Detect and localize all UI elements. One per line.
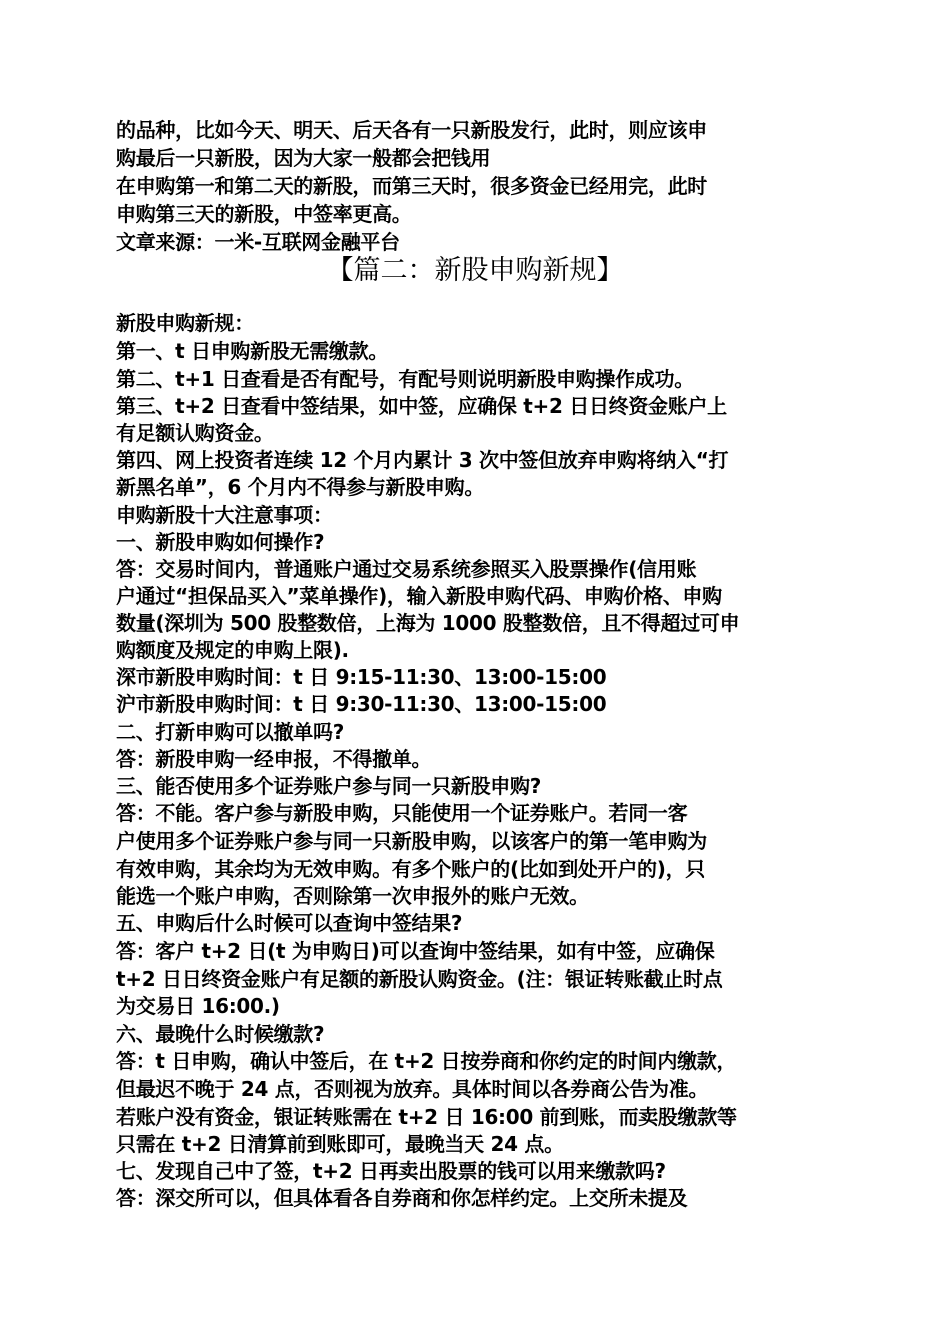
answer-line: 答：交易时间内，普通账户通过交易系统参照买入股票操作(信用账: [116, 557, 697, 581]
answer-line: 若账户没有资金，银证转账需在 t+2 日 16:00 前到账，而卖股缴款等: [116, 1105, 737, 1129]
time-line: 沪市新股申购时间：t 日 9:30-11:30、13:00-15:00: [116, 692, 607, 716]
answer-line: 答：客户 t+2 日(t 为申购日)可以查询中签结果，如有中签，应确保: [116, 939, 715, 963]
rule-item: 第一、t 日申购新股无需缴款。: [116, 339, 389, 363]
subheading: 新股申购新规：: [116, 311, 254, 335]
answer-line: 答：新股申购一经申报，不得撤单。: [116, 747, 432, 771]
answer-line: 数量(深圳为 500 股整数倍，上海为 1000 股整数倍，且不得超过可申: [116, 611, 740, 635]
question: 二、打新申购可以撤单吗?: [116, 720, 345, 744]
section-heading: 【篇二：新股申购新规】: [326, 255, 624, 286]
answer-line: 答：t 日申购，确认中签后，在 t+2 日按券商和你约定的时间内缴款，: [116, 1049, 737, 1073]
question: 五、申购后什么时候可以查询中签结果?: [116, 911, 463, 935]
text-line: 申购第三天的新股，中签率更高。: [116, 202, 412, 226]
answer-line: 有效申购，其余均为无效申购。有多个账户的(比如到处开户的)，只: [116, 857, 705, 881]
source-line: 文章来源：一米-互联网金融平台: [116, 230, 400, 254]
answer-line: 户使用多个证券账户参与同一只新股申购，以该客户的第一笔申购为: [116, 829, 707, 853]
question: 六、最晚什么时候缴款?: [116, 1022, 325, 1046]
text-line: 新黑名单”，6 个月内不得参与新股申购。: [116, 475, 485, 499]
answer-line: 答：不能。客户参与新股申购，只能使用一个证券账户。若同一客: [116, 801, 688, 825]
answer-line: 能选一个账户申购，否则除第一次申报外的账户无效。: [116, 884, 589, 908]
rule-item: 第二、t+1 日查看是否有配号，有配号则说明新股申购操作成功。: [116, 367, 694, 391]
answer-line: 但最迟不晚于 24 点，否则视为放弃。具体时间以各券商公告为准。: [116, 1077, 709, 1101]
answer-line: 答：深交所可以，但具体看各自券商和你怎样约定。上交所未提及: [116, 1186, 688, 1210]
time-line: 深市新股申购时间：t 日 9:15-11:30、13:00-15:00: [116, 665, 607, 689]
text-line: 有足额认购资金。: [116, 421, 274, 445]
question: 一、新股申购如何操作?: [116, 530, 325, 554]
rule-item: 第三、t+2 日查看中签结果，如中签，应确保 t+2 日日终资金账户上: [116, 394, 727, 418]
answer-line: t+2 日日终资金账户有足额的新股认购资金。(注：银证转账截止时点: [116, 967, 723, 991]
rule-item: 第四、网上投资者连续 12 个月内累计 3 次中签但放弃申购将纳入“打: [116, 448, 729, 472]
answer-line: 为交易日 16:00.): [116, 994, 280, 1018]
question: 七、发现自己中了签，t+2 日再卖出股票的钱可以用来缴款吗?: [116, 1159, 666, 1183]
text-line: 在申购第一和第二天的新股，而第三天时，很多资金已经用完，此时: [116, 174, 707, 198]
answer-line: 户通过“担保品买入”菜单操作)，输入新股申购代码、申购价格、申购: [116, 584, 722, 608]
answer-line: 只需在 t+2 日清算前到账即可，最晚当天 24 点。: [116, 1132, 564, 1156]
text-line: 的品种，比如今天、明天、后天各有一只新股发行，此时，则应该申: [116, 118, 707, 142]
text-line: 购最后一只新股，因为大家一般都会把钱用: [116, 146, 491, 170]
question: 三、能否使用多个证券账户参与同一只新股申购?: [116, 774, 542, 798]
subheading: 申购新股十大注意事项：: [116, 503, 333, 527]
answer-line: 购额度及规定的申购上限).: [116, 638, 349, 662]
